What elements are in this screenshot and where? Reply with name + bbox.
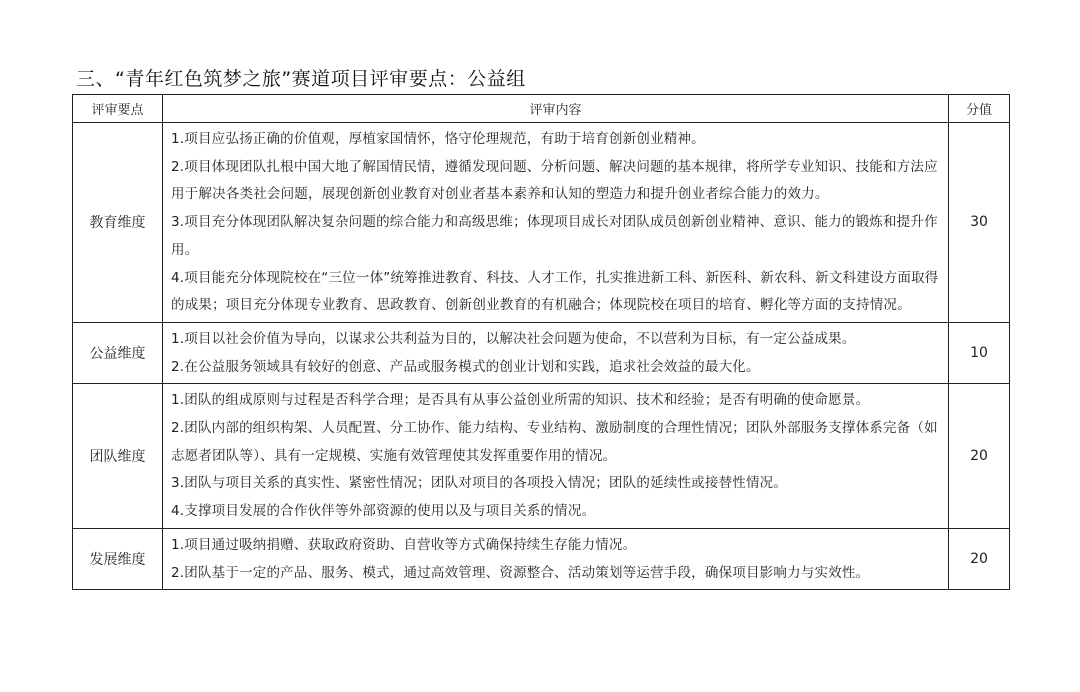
content-item: 1.项目以社会价值为导向，以谋求公共利益为目的，以解决社会问题为使命，不以营利为目标，有一定公益成果。	[171, 330, 856, 347]
criterion-cell: 团队维度	[73, 384, 163, 529]
table-header-row	[73, 95, 1010, 123]
content-item: 1.项目应弘扬正确的价值观，厚植家国情怀，恪守伦理规范，有助于培育创新创业精神。	[171, 131, 705, 147]
table-row-public-welfare	[73, 322, 1010, 383]
content-item: 4.项目能充分体现院校在“三位一体”统筹推进教育、科技、人才工作，扎实推进新工科、新医科、新农科、新文科建设方面取得的成果；项目充分体现专业教育、思政教育、创新创业教育的有机融合；体现院校在项目的培育、孵化等方面的支持情况。	[171, 269, 939, 314]
score-cell: 20	[949, 528, 1010, 589]
content-cell	[163, 528, 949, 589]
header-criterion: 评审要点	[73, 95, 163, 123]
header-score: 分值	[949, 95, 1010, 123]
content-cell	[163, 322, 949, 383]
table-row-education	[73, 123, 1010, 323]
score-cell: 20	[949, 384, 1010, 529]
section-title: 三、“青年红色筑梦之旅”赛道项目评审要点：公益组	[76, 68, 526, 90]
content-item: 3.项目充分体现团队解决复杂问题的综合能力和高级思维；体现项目成长对团队成员创新创业精神、意识、能力的锻炼和提升作用。	[171, 214, 938, 258]
content-item: 3.团队与项目关系的真实性、紧密性情况；团队对项目的各项投入情况；团队的延续性或接替性情况。	[171, 475, 788, 492]
content-item: 1.项目通过吸纳捐赠、获取政府资助、自营收等方式确保持续生存能力情况。	[171, 536, 637, 553]
score-cell: 10	[949, 322, 1010, 383]
content-item: 1.团队的组成原则与过程是否科学合理；是否具有从事公益创业所需的知识、技术和经验；是否有明确的使命愿景。	[171, 392, 870, 409]
content-item: 2.团队内部的组织构架、人员配置、分工协作、能力结构、专业结构、激励制度的合理性情况；团队外部服务支撑体系完备（如志愿者团队等）、具有一定规模、实施有效管理使其发挥重要作用的情况。	[171, 420, 938, 464]
score-cell: 30	[949, 123, 1010, 323]
header-content: 评审内容	[163, 95, 949, 123]
content-item: 4.支撑项目发展的合作伙伴等外部资源的使用以及与项目关系的情况。	[171, 503, 596, 520]
table-row-team	[73, 384, 1010, 529]
criterion-cell: 发展维度	[73, 528, 163, 589]
criterion-cell: 公益维度	[73, 322, 163, 383]
table-row-development	[73, 528, 1010, 589]
content-item: 2.在公益服务领域具有较好的创意、产品或服务模式的创业计划和实践，追求社会效益的最大化。	[171, 358, 760, 375]
criterion-cell: 教育维度	[73, 123, 163, 323]
content-item: 2.团队基于一定的产品、服务、模式，通过高效管理、资源整合、活动策划等运营手段，确保项目影响力与实效性。	[171, 564, 870, 581]
review-criteria-table	[72, 94, 1010, 590]
content-item: 2.项目体现团队扎根中国大地了解国情民情，遵循发现问题、分析问题、解决问题的基本规律，将所学专业知识、技能和方法应用于解决各类社会问题，展现创新创业教育对创业者基本素养和认知的塑造力和提升创业者综合能力的效力。	[171, 158, 938, 203]
content-cell	[163, 123, 949, 323]
content-cell	[163, 384, 949, 529]
